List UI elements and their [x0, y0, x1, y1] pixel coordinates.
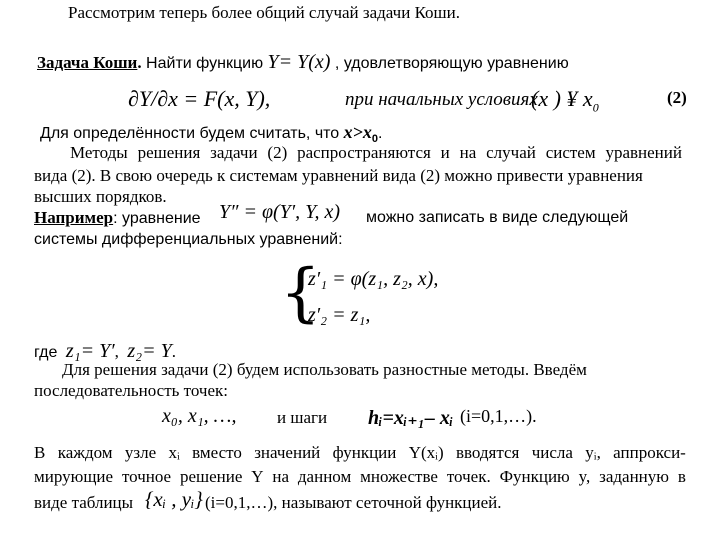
example-line: Например: уравнение — [34, 208, 201, 227]
points-sequence: x₀, x₁, …, — [162, 405, 237, 427]
grid-function-set: {xᵢ , yᵢ} — [145, 487, 203, 511]
z1-def: z₁= Y′ — [65, 340, 115, 362]
difference-methods-line-1: Для решения задачи (2) будем использовать разностные методы. Введём — [62, 360, 587, 379]
table-line: виде таблицы — [34, 493, 134, 512]
grid-para-line-2: мирующие точное решение Y на данном множестве точек. Функцию y, заданную в — [34, 467, 686, 486]
steps-label: и шаги — [277, 408, 328, 427]
steps-range: (i=0,1,…). — [460, 406, 537, 426]
problem-dot: . — [137, 53, 142, 72]
problem-text: Найти функцию — [141, 55, 268, 72]
ode-formula: Y″ = φ(Y′, Y, x) — [219, 201, 340, 223]
methods-para-line-1: Методы решения задачи (2) распространяются и на случай систем уравнений — [70, 143, 682, 162]
difference-methods-line-2: последовательность точек: — [34, 381, 228, 400]
equation-number: (2) — [667, 88, 687, 107]
example-line-2: системы дифференциальных уравнений: — [34, 231, 343, 248]
system-row-2: z′₂ = z₁, — [308, 304, 371, 326]
function-name: Y= Y(x) — [267, 51, 331, 73]
initial-conditions-text: при начальных условиях — [345, 89, 538, 110]
steps-formula: hᵢ=xᵢ₊₁– xᵢ — [368, 407, 454, 429]
definiteness-line: Для определённости будем считать, что $x>x_0$. — [40, 122, 383, 146]
system-row-1: z′₁ = φ(z₁, z₂, x), — [308, 268, 439, 290]
example-label: Например — [34, 208, 114, 227]
intro-line: Рассмотрим теперь более общий случай задачи Коши. — [68, 3, 460, 22]
problem-statement — [37, 52, 569, 74]
problem-label: Задача Коши — [37, 53, 138, 72]
condition-x: x>x — [343, 122, 372, 142]
where-line: где z₁= Y′, z₂= Y. — [34, 340, 176, 362]
problem-rest: , удовлетворяющую уравнению — [330, 55, 569, 72]
methods-para-line-3: высших порядков. — [34, 187, 167, 206]
equation-2: ∂Y/∂x = F(x, Y), — [128, 86, 271, 111]
grid-function-definition: (i=0,1,…), называют сеточной функцией. — [205, 493, 502, 512]
z2-def: z₂= Y — [127, 340, 172, 362]
grid-para-line-1: В каждом узле xᵢ вместо значений функции Y(xᵢ) вводятся числа yᵢ, аппрокси- — [34, 443, 686, 462]
system-brace: { — [280, 256, 321, 330]
initial-conditions-formula: (x ) ¥ $x_0$ — [531, 86, 599, 115]
example-text-2: можно записать в виде следующей — [366, 209, 629, 226]
methods-para-line-2: вида (2). В свою очередь к системам уравнений вида (2) можно привести уравнения — [34, 166, 643, 185]
